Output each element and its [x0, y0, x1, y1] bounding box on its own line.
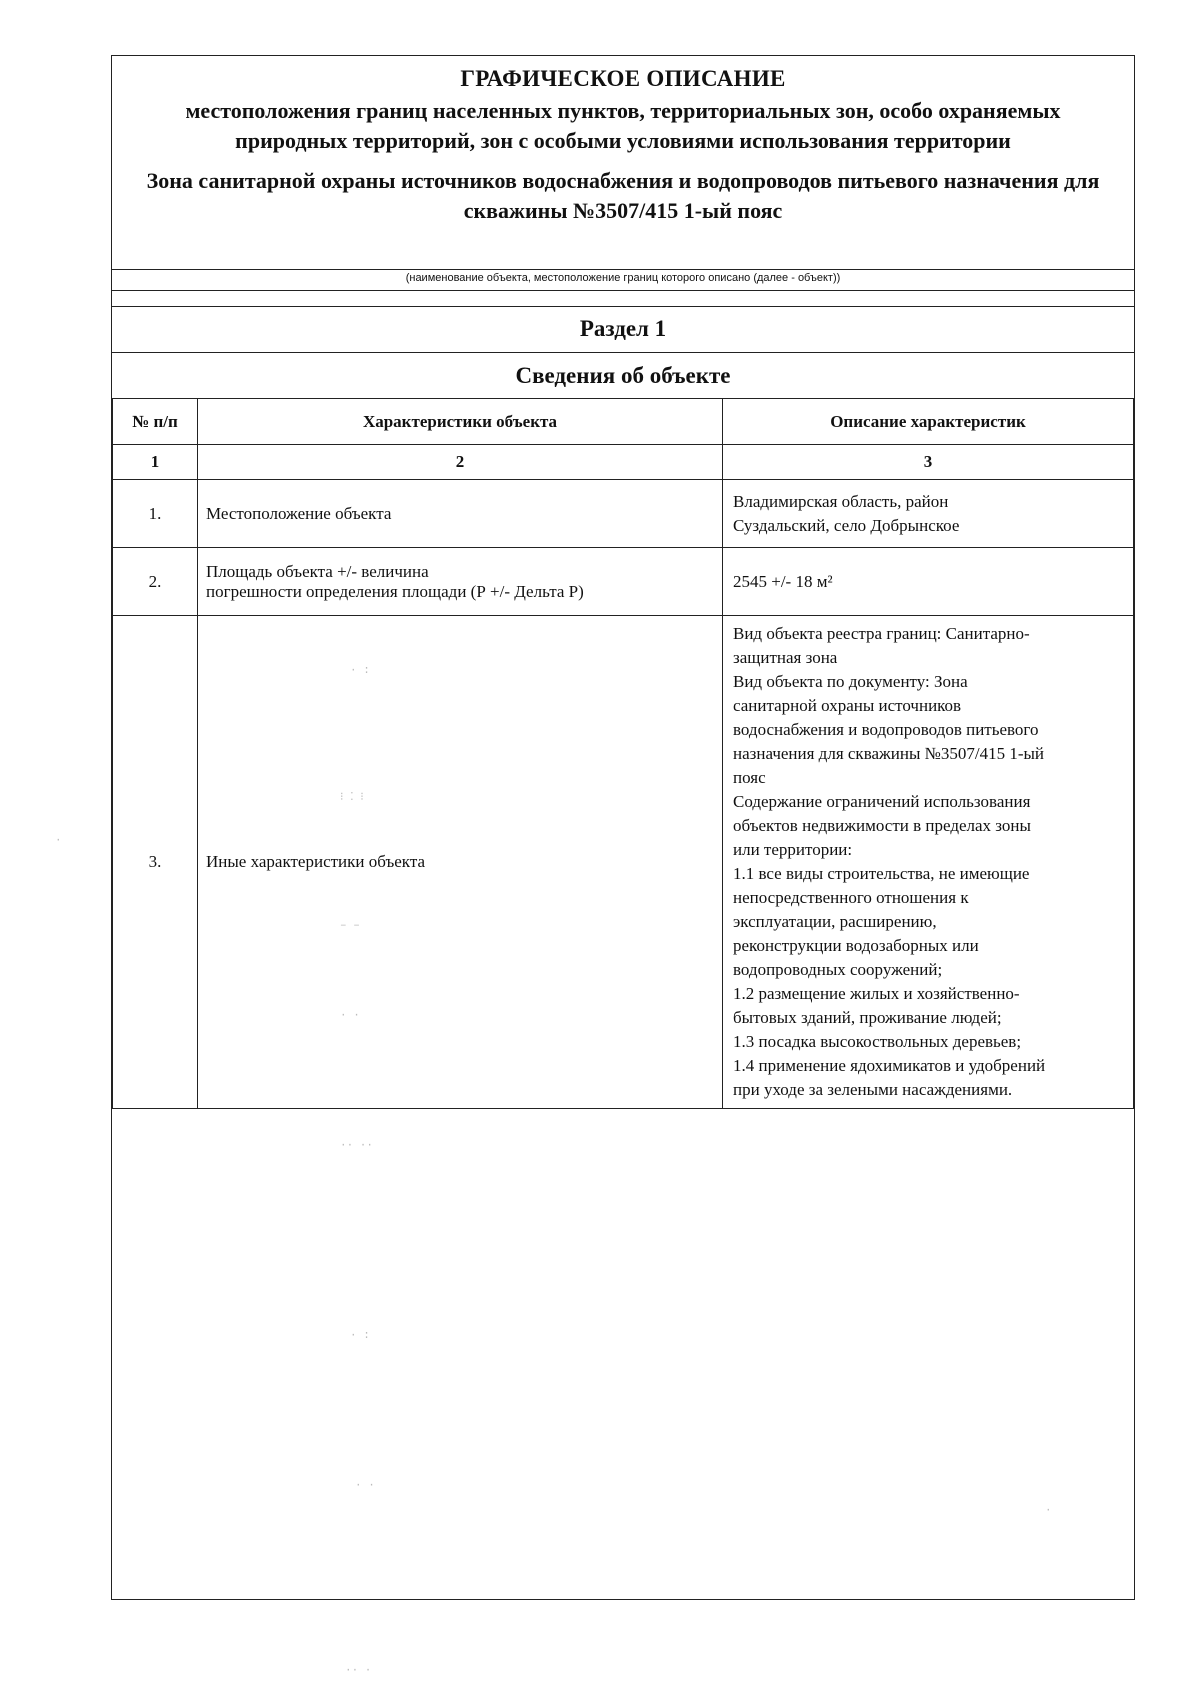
description-line: 1.1 все виды строительства, не имеющие [733, 864, 1030, 883]
description-line: 1.2 размещение жилых и хозяйственно- [733, 984, 1020, 1003]
document-title: ГРАФИЧЕСКОЕ ОПИСАНИЕ [460, 66, 786, 91]
object-info-table [112, 398, 1134, 1109]
table-header-row [113, 399, 1134, 445]
header-cell-description: Описание характеристик [723, 399, 1134, 445]
divider [112, 269, 1134, 270]
table-row [113, 480, 1134, 548]
description-line: Суздальский, село Добрынское [733, 515, 960, 535]
header-cell-characteristic: Характеристики объекта [198, 399, 723, 445]
description-line: реконструкции водозаборных или [733, 936, 979, 955]
scan-speck: · · [340, 1010, 360, 1022]
section-subtitle: Сведения об объекте [515, 363, 731, 388]
characteristic-line: Площадь объекта +/- величина [206, 561, 429, 581]
table-row [113, 616, 1134, 1109]
scan-speck: · : [350, 665, 370, 677]
characteristic-line: погрешности определения площади (Р +/- Дельта Р) [206, 581, 584, 601]
row-number: 1. [113, 480, 198, 548]
row-characteristic: Иные характеристики объекта [198, 616, 723, 1109]
description-line: назначения для скважины №3507/415 1-ый [733, 744, 1045, 763]
document-header [112, 56, 1134, 269]
row-description [723, 548, 1134, 616]
scan-speck: – – [340, 920, 360, 932]
description-line: Содержание ограничений использования [733, 792, 1031, 811]
scan-speck: · · [355, 1480, 375, 1492]
description-line: защитная зона [733, 648, 838, 667]
description-line: при уходе за зелеными насаждениями. [733, 1080, 1013, 1099]
description-line: объектов недвижимости в пределах зоны [733, 816, 1031, 835]
scan-speck: ·· · [345, 1665, 372, 1677]
document-subtitle: местоположения границ населенных пунктов, территориальных зон, особо охраняемых природных территорий, зон с особыми условиями использования территории [185, 98, 1061, 153]
row-number: 3. [113, 616, 198, 1109]
object-name: Зона санитарной охраны источников водоснабжения и водопроводов питьевого назначения для скважины №3507/415 1-ый пояс [146, 168, 1100, 223]
description-line: 2545 +/- 18 м² [733, 571, 833, 591]
scan-speck: · : [350, 1330, 370, 1342]
description-line: Владимирская область, район [733, 491, 949, 511]
description-line: Вид объекта реестра границ: Санитарно- [733, 624, 1030, 643]
table-row [113, 548, 1134, 616]
column-number: 3 [723, 445, 1134, 480]
divider [112, 290, 1134, 291]
column-number: 2 [198, 445, 723, 480]
scan-speck: · [1045, 1505, 1052, 1517]
object-caption: (наименование объекта, местоположение границ которого описано (далее - объект)) [405, 272, 841, 284]
scan-speck: ·· ·· [340, 1140, 374, 1152]
description-line: водоснабжения и водопроводов питьевого [733, 720, 1039, 739]
column-number-row [113, 445, 1134, 480]
description-line: водопроводных сооружений; [733, 960, 943, 979]
description-line: непосредственного отношения к [733, 888, 969, 907]
row-description [723, 616, 1134, 1109]
document-frame [111, 55, 1135, 1600]
description-line: эксплуатации, расширению, [733, 912, 937, 931]
header-cell-num: № п/п [113, 399, 198, 445]
scan-speck: · [55, 835, 62, 847]
row-description [723, 480, 1134, 548]
description-line: 1.4 применение ядохимикатов и удобрений [733, 1056, 1046, 1075]
row-characteristic: Местоположение объекта [198, 480, 723, 548]
section-title: Раздел 1 [579, 316, 667, 341]
description-line: санитарной охраны источников [733, 696, 962, 715]
description-line: пояс [733, 768, 766, 787]
description-line: Вид объекта по документу: Зона [733, 672, 968, 691]
row-characteristic [198, 548, 723, 616]
row-number: 2. [113, 548, 198, 616]
description-line: бытовых зданий, проживание людей; [733, 1008, 1002, 1027]
description-line: 1.3 посадка высокоствольных деревьев; [733, 1032, 1022, 1051]
description-line: или территории: [733, 840, 853, 859]
column-number: 1 [113, 445, 198, 480]
scan-speck: ⁝ ⁚ ⁝ [340, 792, 364, 804]
